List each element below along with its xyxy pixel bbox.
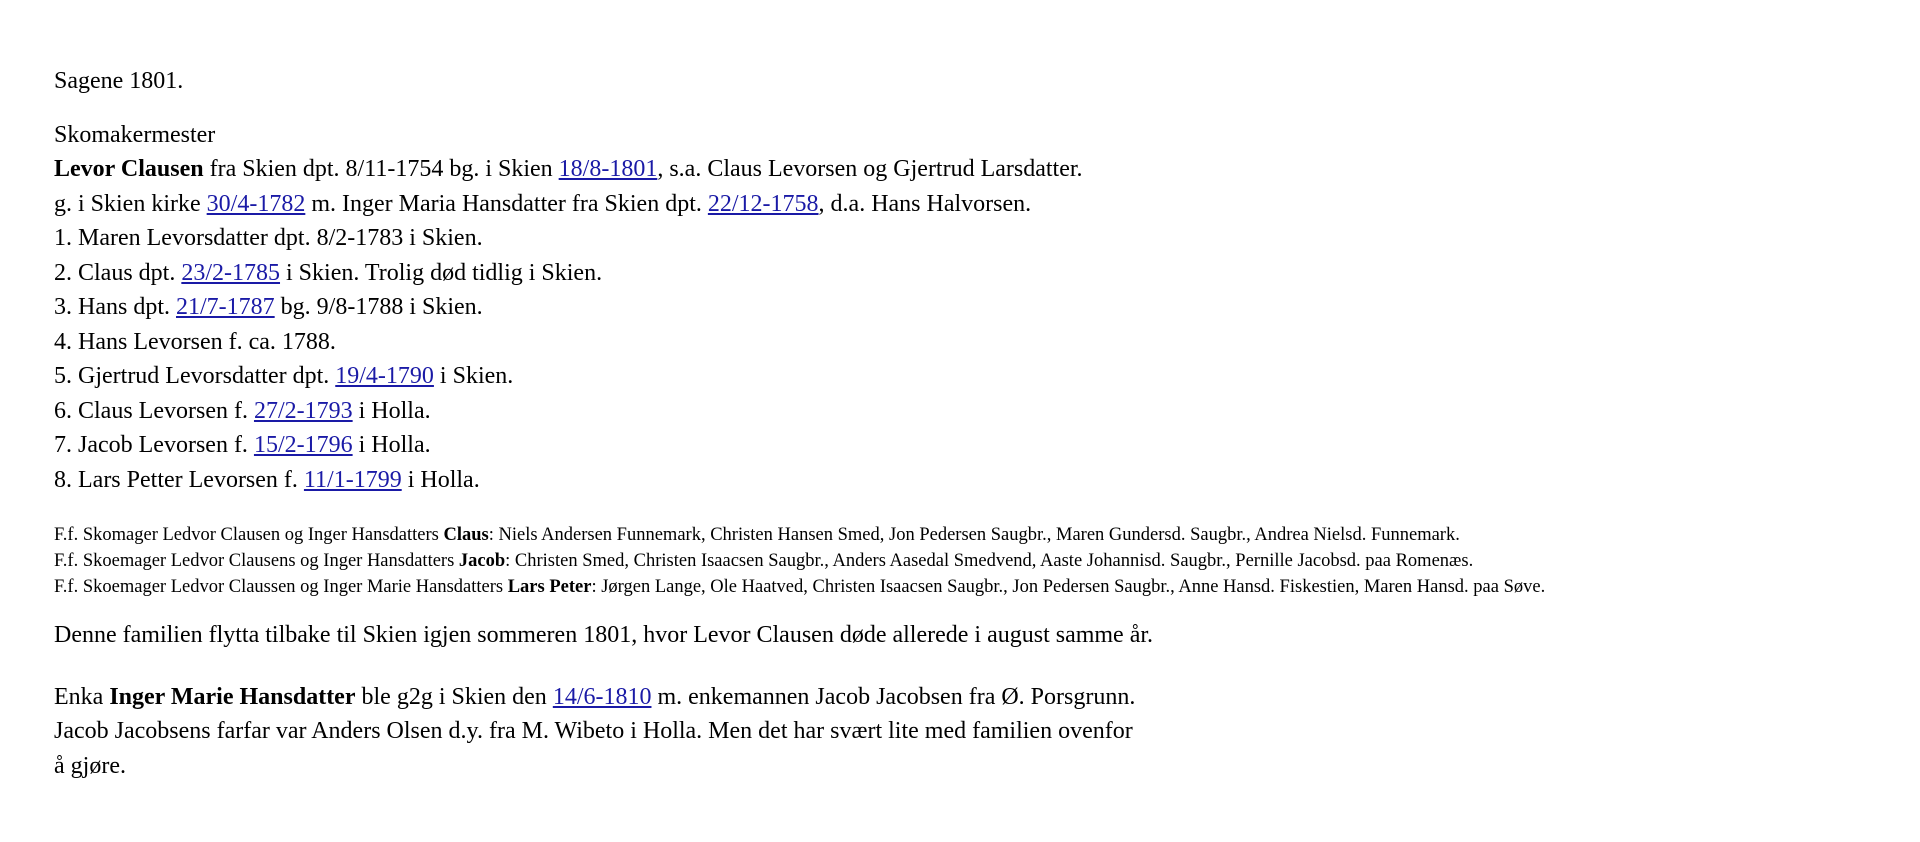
- child-text: 8. Lars Petter Levorsen f.: [54, 466, 304, 493]
- widow-suffix: m. enkemannen Jacob Jacobsen fra Ø. Porsgrunn.: [651, 683, 1136, 710]
- child-text: 5. Gjertrud Levorsdatter dpt.: [54, 363, 336, 389]
- child-item: [54, 325, 1904, 360]
- child-text-after: i Holla.: [401, 466, 480, 493]
- widow-middle: ble g2g i Skien den: [355, 683, 553, 710]
- marriage-suffix: , d.a. Hans Halvorsen.: [818, 190, 1032, 217]
- child-text-after: bg. 9/8-1788 i Skien.: [274, 294, 483, 320]
- child-text: 3. Hans dpt.: [54, 294, 176, 320]
- child-text: 4. Hans Levorsen f. ca. 1788.: [54, 328, 336, 355]
- child-item: [54, 428, 1904, 463]
- godparents-prefix: F.f. Skomager Ledvor Clausen og Inger Hansdatters: [54, 525, 444, 545]
- main-person-birth-text: fra Skien dpt. 8/11-1754 bg. i Skien: [203, 156, 559, 182]
- child-text-after: i Skien.: [433, 363, 514, 389]
- child-date-link[interactable]: 27/2-1793: [253, 397, 353, 424]
- marriage-prefix: g. i Skien kirke: [54, 190, 207, 217]
- marriage-middle: m. Inger Maria Hansdatter fra Skien dpt.: [305, 190, 708, 217]
- child-item: [54, 463, 1904, 498]
- godparents-entry: [54, 522, 1904, 548]
- child-date-link[interactable]: 11/1-1799: [303, 466, 402, 493]
- marriage-date-link[interactable]: 30/4-1782: [206, 190, 306, 217]
- godparents-list: : Jørgen Lange, Ole Haatved, Christen Isaacsen Saugbr., Jon Pedersen Saugbr., Anne Hansd. Fiskestien, Maren Hansd. paa Søve.: [591, 577, 1546, 597]
- godparents-entry: [54, 574, 1904, 600]
- widow-line: [54, 680, 1904, 715]
- godparents-child-name: Lars Peter: [507, 577, 592, 597]
- child-date-link[interactable]: 21/7-1787: [176, 294, 275, 320]
- main-person-parents-text: , s.a. Claus Levorsen og Gjertrud Larsdatter.: [657, 156, 1083, 182]
- godparents-prefix: F.f. Skoemager Ledvor Claussen og Inger Marie Hansdatters: [54, 577, 508, 597]
- godparents-entry: [54, 548, 1904, 574]
- child-date-link[interactable]: 15/2-1796: [253, 432, 353, 458]
- widow-name: Inger Marie Hansdatter: [109, 683, 356, 710]
- godparents-child-name: Claus: [443, 525, 489, 545]
- godparents-list: : Christen Smed, Christen Isaacsen Saugbr., Anders Aasedal Smedvend, Aaste Johannisd. Saugbr., Pernille Jacobsd. paa Romenæs.: [505, 551, 1474, 571]
- child-date-link[interactable]: 23/2-1785: [181, 259, 281, 286]
- child-text-after: i Holla.: [352, 397, 431, 424]
- child-item: [54, 290, 1904, 325]
- burial-date-link[interactable]: 18/8-1801: [558, 156, 658, 182]
- widow-prefix: Enka: [54, 683, 110, 710]
- child-item: [54, 359, 1904, 394]
- child-date-link[interactable]: 19/4-1790: [335, 363, 434, 389]
- child-text: 2. Claus dpt.: [54, 259, 182, 286]
- child-text: 6. Claus Levorsen f.: [54, 397, 254, 424]
- child-text: 7. Jacob Levorsen f.: [54, 432, 254, 458]
- marriage-line: [54, 187, 1904, 222]
- child-item: [54, 256, 1904, 291]
- remarriage-date-link[interactable]: 14/6-1810: [552, 683, 652, 710]
- spouse-baptism-date-link[interactable]: 22/12-1758: [707, 190, 819, 217]
- widow-note-line: Jacob Jacobsens farfar var Anders Olsen d.y. fra M. Wibeto i Holla. Men det har svært lite med familien ovenfor: [54, 718, 1133, 744]
- child-text-after: i Holla.: [352, 432, 431, 458]
- occupation-label: Skomakermester: [54, 121, 216, 148]
- child-text-after: i Skien. Trolig død tidlig i Skien.: [280, 259, 603, 286]
- godparents-list: : Niels Andersen Funnemark, Christen Hansen Smed, Jon Pedersen Saugbr., Maren Gundersd. Saugbr., Andrea Nielsd. Funnemark.: [488, 525, 1460, 545]
- main-person-line: [54, 152, 1904, 187]
- page-title: Sagene 1801.: [54, 68, 184, 94]
- child-item: [54, 394, 1904, 429]
- document-page: [54, 64, 1904, 783]
- godparents-prefix: F.f. Skoemager Ledvor Clausens og Inger Hansdatters: [54, 551, 459, 571]
- family-note: Denne familien flytta tilbake til Skien igjen sommeren 1801, hvor Levor Clausen døde allerede i august samme år.: [54, 622, 1154, 648]
- godparents-child-name: Jacob: [458, 551, 506, 571]
- main-person-name: Levor Clausen: [54, 156, 204, 182]
- widow-note-line-end: å gjøre.: [54, 752, 126, 779]
- child-item: [54, 221, 1904, 256]
- child-text: 1. Maren Levorsdatter dpt. 8/2-1783 i Skien.: [54, 225, 483, 251]
